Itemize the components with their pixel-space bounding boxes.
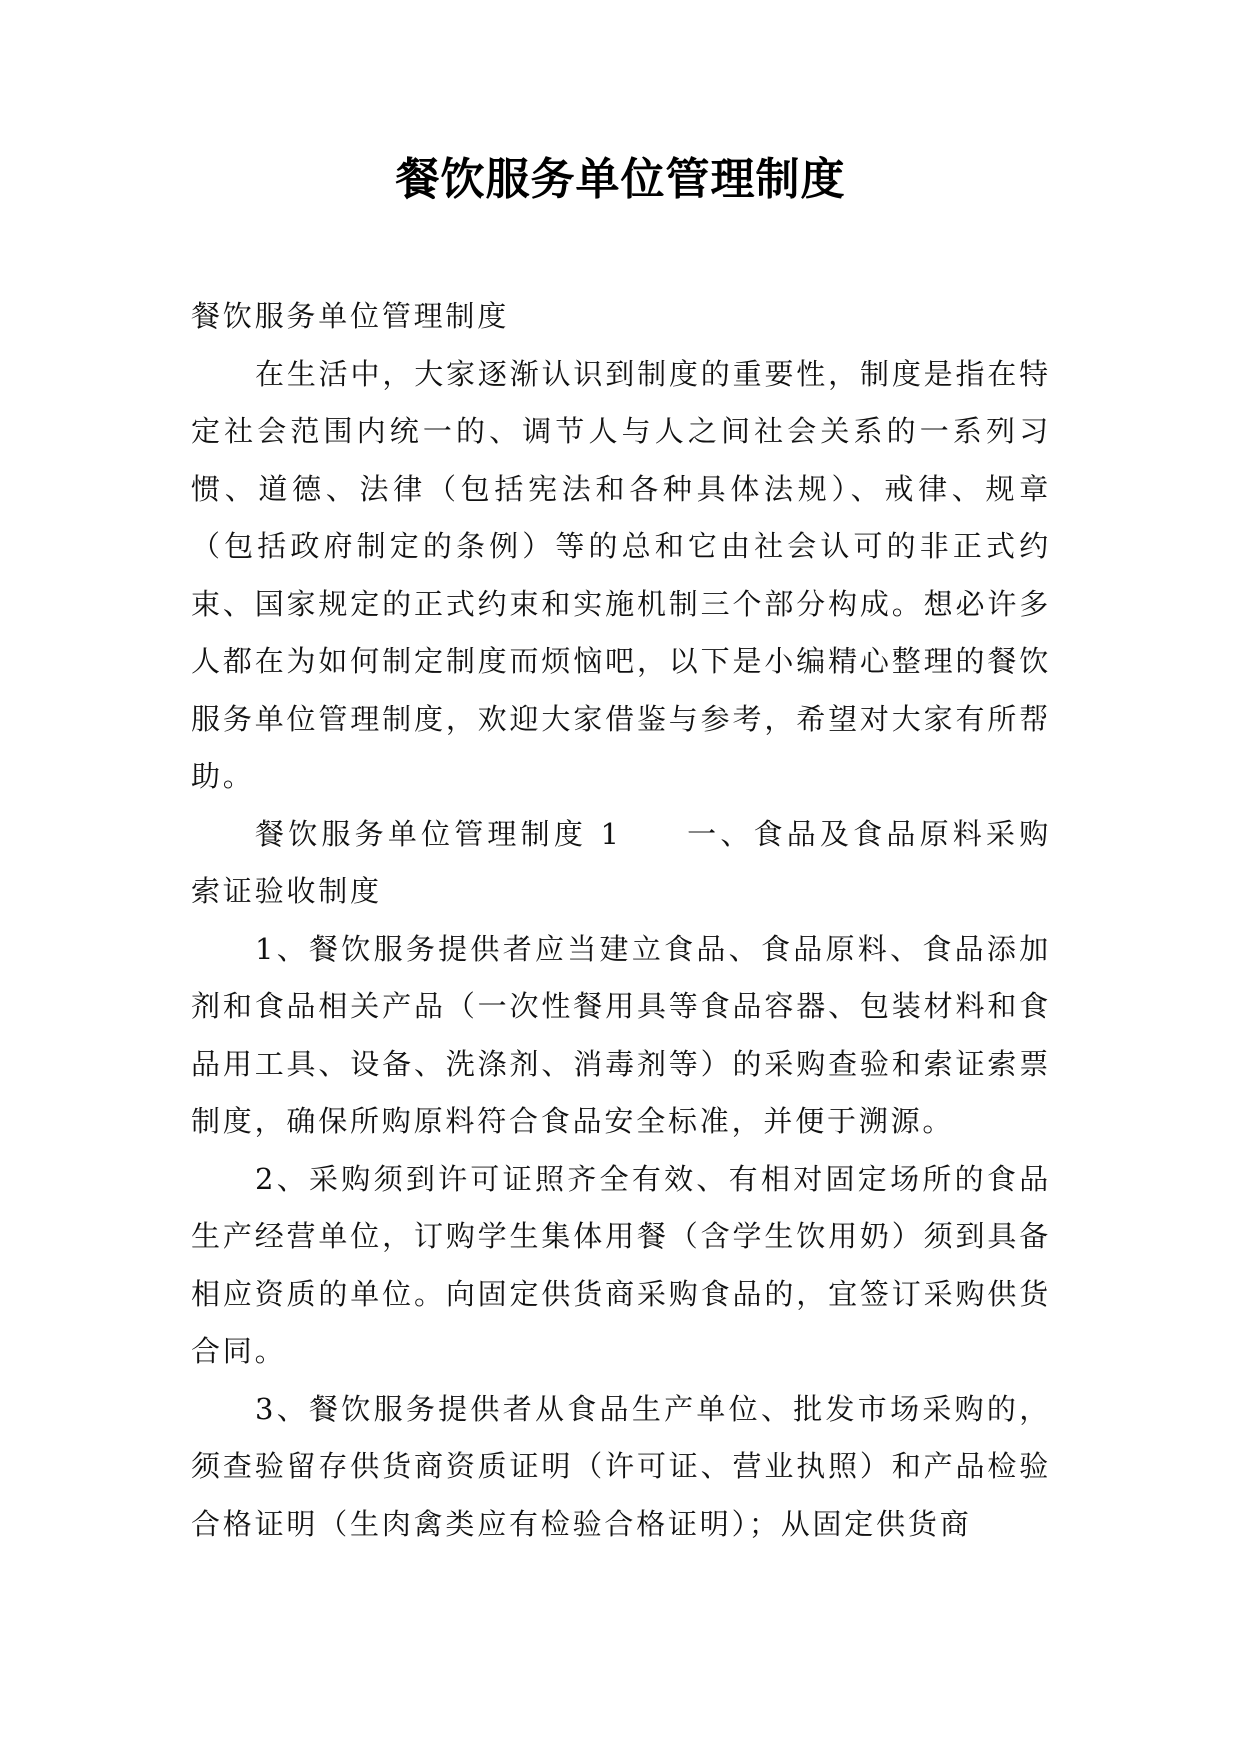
document-body [191,288,1051,1553]
document-subtitle: 餐饮服务单位管理制度 [191,299,510,333]
section-heading: 餐饮服务单位管理制度 1 [255,816,622,851]
intro-paragraph: 在生活中，大家逐渐认识到制度的重要性，制度是指在特定社会范围内统一的、调节人与人之间社会关系的一系列习惯、道德、法律（包括宪法和各种具体法规）、戒律、规章（包括政府制定的条例）等的总和它由社会认可的非正式约束、国家规定的正式约束和实施机制三个部分构成。想必许多人都在为如何制定制度而烦恼吧，以下是小编精心整理的餐饮服务单位管理制度，欢迎大家借鉴与参考，希望对大家有所帮助。 [191,356,1051,793]
section-subheading: 一、食品及食品原料采购索证验收制度 [191,816,1051,908]
list-item: 3、餐饮服务提供者从食品生产单位、批发市场采购的，须查验留存供货商资质证明（许可证、营业执照）和产品检验合格证明（生肉禽类应有检验合格证明）；从固定供货商 [191,1391,1051,1541]
document-title: 餐饮服务单位管理制度 [395,154,846,205]
list-item: 2、采购须到许可证照齐全有效、有相对固定场所的食品生产经营单位，订购学生集体用餐（含学生饮用奶）须到具备相应资质的单位。向固定供货商采购食品的，宜签订采购供货合同。 [191,1161,1051,1368]
section-heading-paragraph [191,806,1051,921]
list-item: 1、餐饮服务提供者应当建立食品、食品原料、食品添加剂和食品相关产品（一次性餐用具等食品容器、包装材料和食品用工具、设备、洗涤剂、消毒剂等）的采购查验和索证索票制度，确保所购原料符合食品安全标准，并便于溯源。 [191,931,1051,1138]
